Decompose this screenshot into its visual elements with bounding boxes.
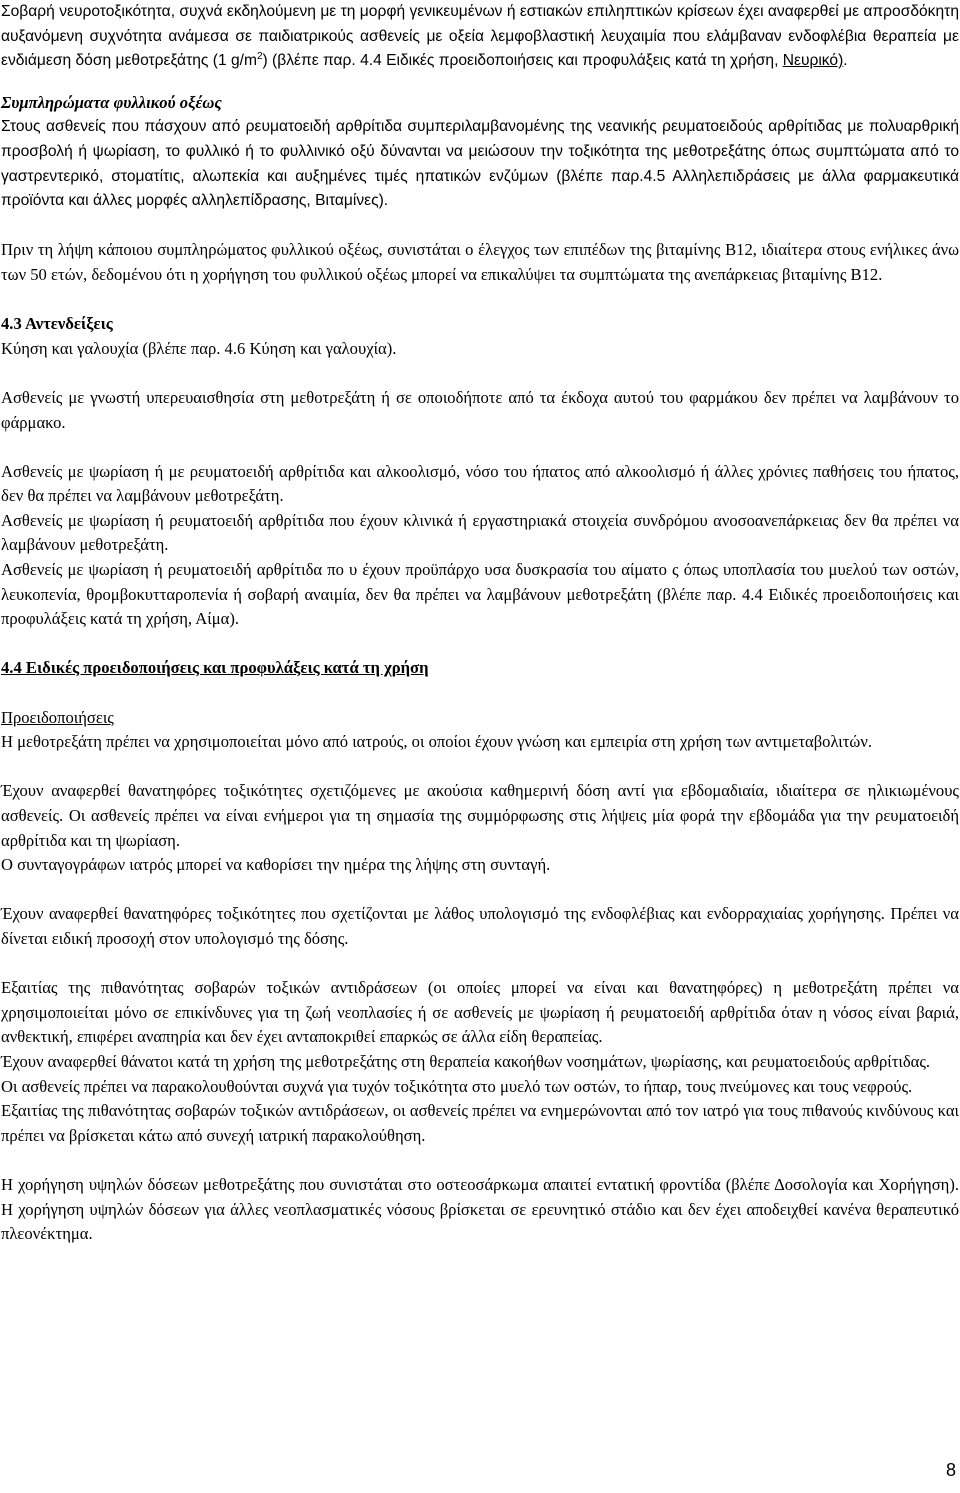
warning-daily-dose-1: Έχουν αναφερθεί θανατηφόρες τοξικότητες σχετιζόμενες με ακούσια καθημερινή δόση αντί για εβδομαδιαία, ιδιαίτερα σε ηλικιωμένους ασθενείς. Οι ασθενείς πρέπει να είναι ενήμεροι για τη σημασία της συμμόρφωσης στις λήψεις μία φορά την εβδομάδα για την ρευματοειδή αρθρίτιδα και τη ψωρίαση. (1, 781, 959, 850)
warning-high-dose: Η χορήγηση υψηλών δόσεων μεθοτρεξάτης που συνιστάται στο οστεοσάρκωμα απαιτεί εντατική φροντίδα (βλέπε Δοσολογία και Χορήγηση). Η χορήγηση υψηλών δόσεων για άλλες νεοπλασματικές νόσους βρίσκεται σε ερευνητικό στάδιο και δεν έχει αποδειχθεί κανένα θεραπευτικό πλεονέκτημα. (1, 1174, 959, 1244)
contraindication-pregnancy: Κύηση και γαλουχία (βλέπε παρ. 4.6 Κύηση και γαλουχία). (1, 338, 397, 358)
warning-serious-2: Έχουν αναφερθεί θάνατοι κατά τη χρήση της μεθοτρεξάτης στη θεραπεία κακοήθων νοσημάτων, ψωρίασης, και ρευματοειδούς αρθρίτιδας. (1, 1051, 931, 1071)
folic-acid-heading: Συμπληρώματα φυλλικού οξέως (1, 92, 222, 112)
contraindications-heading: 4.3 Αντενδείξεις (1, 314, 113, 334)
contraindication-immunodeficiency: Ασθενείς με ψωρίαση ή ρευματοειδή αρθρίτιδα που έχουν κλινικά ή εργαστηριακά στοιχεία συνδρόμου ανοσοανεπάρκειας δεν θα πρέπει να λαμβάνουν μεθοτρεξάτη. (1, 510, 959, 555)
contraindication-alcohol: Ασθενείς με ψωρίαση ή με ρευματοειδή αρθρίτιδα και αλκοολισμό, νόσο του ήπατος από αλκοολισμό ή άλλες χρόνιες παθήσεις του ήπατος, δεν θα πρέπει να λαμβάνουν μεθοτρεξάτη. (1, 461, 959, 506)
warning-daily-dose-2: Ο συνταγογράφων ιατρός μπορεί να καθορίσει την ημέρα της λήψης στη συνταγή. (1, 855, 551, 875)
intro-superscript: 2 (256, 51, 263, 62)
warning-iv-error: Έχουν αναφερθεί θανατηφόρες τοξικότητες που σχετίζονται με λάθος υπολογισμό της ενδοφλέβιας και ενδορραχιαίας χορήγησης. Πρέπει να δίνεται ειδική προσοχή στον υπολογισμό της δόσης. (1, 904, 959, 948)
folic-acid-paragraph-2: Πριν τη λήψη κάποιου συμπληρώματος φυλλικού οξέως, συνιστάται ο έλεγχος των επιπέδων της βιταμίνης Β12, ιδιαίτερα στους ενήλικες άνω των 50 ετών, δεδομένου ότι η χορήγηση του φυλλικού οξέως μπορεί να επικαλύψει τα συμπτώματα της ανεπάρκειας βιταμίνης Β12. (1, 240, 959, 284)
contraindication-hypersensitivity: Ασθενείς με γνωστή υπερευαισθησία στη μεθοτρεξάτη ή σε οποιοδήποτε από τα έκδοχα αυτού του φαρμάκου δεν πρέπει να λαμβάνουν το φάρμακο. (1, 387, 959, 432)
warning-serious-3: Οι ασθενείς πρέπει να παρακολουθούνται συχνά για τυχόν τοξικότητα στο μυελό των οστών, το ήπαρ, τους πνεύμονες και τους νεφρούς. (1, 1076, 913, 1096)
intro-text-after: ) (βλέπε παρ. 4.4 Ειδικές προειδοποιήσεις και προφυλάξεις κατά τη χρήση, (262, 52, 783, 70)
contraindication-blood: Ασθενείς με ψωρίαση ή ρευματοειδή αρθρίτιδα πο υ έχουν προϋπάρχο υσα δυσκρασία του αίματο ς όπως υποπλασία του μυελού των οστών, λευκοπενία, θρομβοκυτταροπενία ή σοβαρή αναιμία, δεν θα πρέπει να λαμβάνουν μεθοτρεξάτη (βλέπε παρ. 4.4 Ειδικές προειδοποιήσεις και προφυλάξεις κατά τη χρήση, Αίμα). (1, 560, 959, 629)
page-number: 8 (945, 1460, 956, 1480)
neuro-link[interactable]: Νευρικό) (782, 52, 844, 70)
intro-paragraph (1, 0, 959, 74)
intro-end: . (843, 52, 848, 70)
folic-acid-paragraph-1: Στους ασθενείς που πάσχουν από ρευματοειδή αρθρίτιδα συμπεριλαμβανομένης της νεανικής ρευματοειδούς αρθρίτιδας με πολυαρθρική προσβολή ή ψωρίαση, το φυλλικό ή το φυλλινικό οξύ δύνανται να μειώσουν την τοξικότητα της μεθοτρεξάτης όπως συμπτώματα από το γαστρεντερικό, στοματίτις, αλωπεκία και αυξημένες τιμές ηπατικών ενζύμων (βλέπε παρ.4.5 Αλληλεπιδράσεις με άλλα φαρμακευτικά προϊόντα και άλλες μορφές αλληλεπίδρασης, Βιταμίνες). (1, 118, 959, 210)
warning-serious-1: Εξαιτίας της πιθανότητας σοβαρών τοξικών αντιδράσεων (οι οποίες μπορεί να είναι και θανατηφόρες) η μεθοτρεξάτη πρέπει να χρησιμοποιείται μόνο σε επικίνδυνες για τη ζωή νεοπλασίες ή σε ασθενείς με ψωρίαση ή ρευματοειδή αρθρίτιδα όταν η νόσος είναι βαριά, ανθεκτική, επιφέρει αναπηρία και δεν έχει ανταποκριθεί επαρκώς σε άλλα είδη θεραπείας. (1, 978, 959, 1047)
warnings-subheading: Προειδοποιήσεις (1, 707, 114, 727)
warnings-heading: 4.4 Ειδικές προειδοποιήσεις και προφυλάξεις κατά τη χρήση (1, 658, 429, 678)
warning-physicians: Η μεθοτρεξάτη πρέπει να χρησιμοποιείται μόνο από ιατρούς, οι οποίοι έχουν γνώση και εμπειρία στη χρήση των αντιμεταβολιτών. (1, 732, 873, 752)
intro-text: Σοβαρή νευροτοξικότητα, συχνά εκδηλούμενη με τη μορφή γενικευμένων ή εστιακών επιληπτικών κρίσεων έχει αναφερθεί με απροσδόκητη αυξανόμενη συχνότητα ανάμεσα σε παιδιατρικούς ασθενείς με οξεία λεμφοβλαστική λευχαιμία που ελάμβαναν ενδοφλέβια θεραπεία με ενδιάμεση δόση μεθοτρεξάτης (1 g/m (1, 3, 959, 70)
warning-serious-4: Εξαιτίας της πιθανότητας σοβαρών τοξικών αντιδράσεων, οι ασθενείς πρέπει να ενημερώνονται από τον ιατρό για τους πιθανούς κινδύνους και πρέπει να βρίσκεται κάτω από συνεχή ιατρική παρακολούθηση. (1, 1101, 959, 1145)
